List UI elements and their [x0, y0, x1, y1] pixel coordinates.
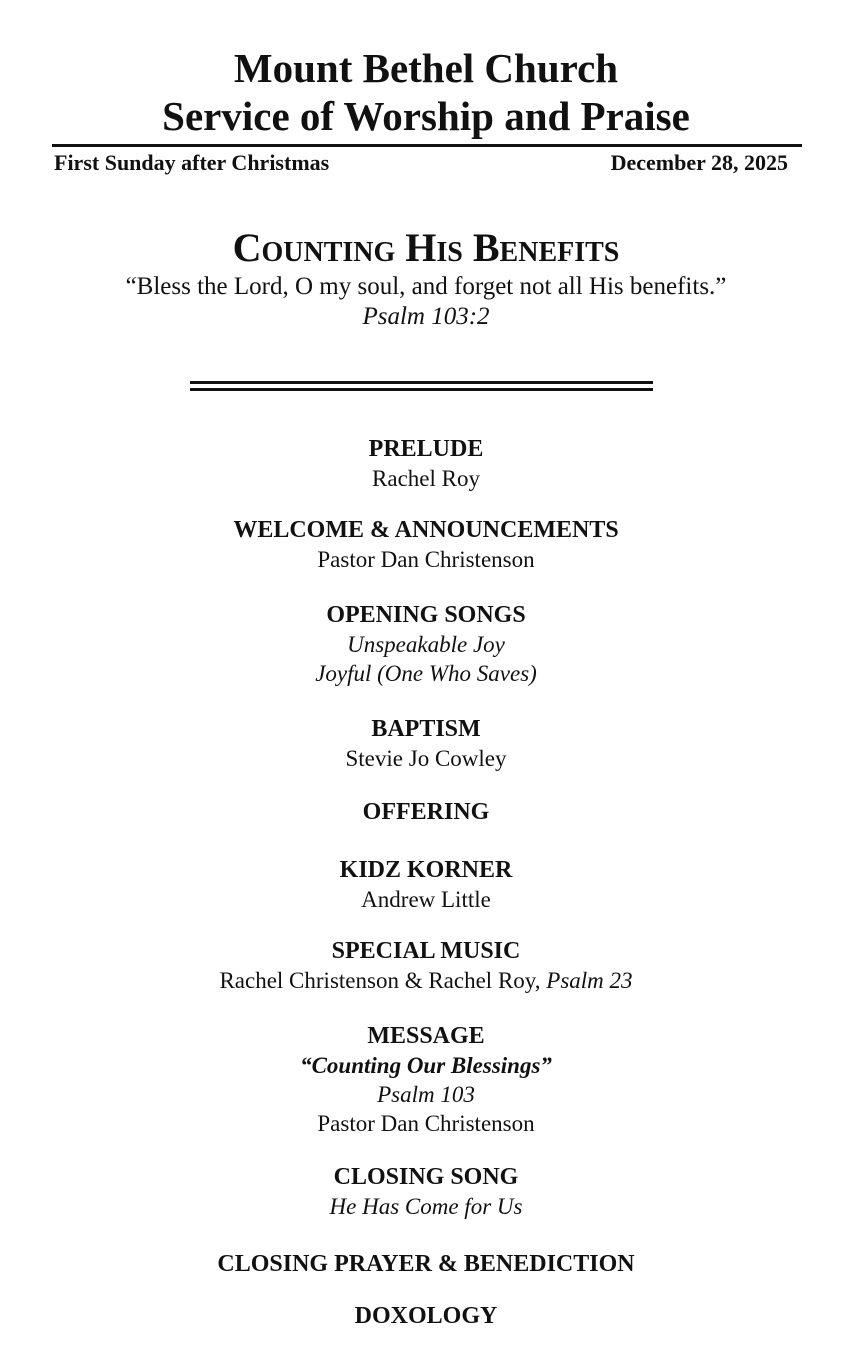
item-title: CLOSING SONG [333, 1164, 519, 1190]
kidz-korner-item [0, 855, 852, 914]
opening-songs-item [0, 600, 852, 688]
item-title: BAPTISM [371, 716, 481, 742]
welcome-item [0, 515, 852, 574]
item-title: DOXOLOGY [354, 1303, 498, 1329]
item-title: OPENING SONGS [326, 602, 526, 628]
item-person: Pastor Dan Christenson [317, 1111, 535, 1136]
music-piece: Psalm 23 [546, 968, 633, 993]
liturgical-day: First Sunday after Christmas [54, 150, 330, 175]
item-title: MESSAGE [367, 1023, 485, 1049]
item-person: Andrew Little [361, 887, 491, 912]
message-item [0, 1021, 852, 1138]
section-divider [190, 381, 653, 391]
order-of-service [0, 434, 852, 1331]
theme-section [0, 226, 852, 332]
song-title: He Has Come for Us [329, 1194, 523, 1219]
baptism-item [0, 714, 852, 773]
theme-title: Counting His Benefits [232, 225, 620, 270]
offering-item [0, 797, 852, 827]
song-title: Joyful (One Who Saves) [315, 661, 537, 686]
item-title: OFFERING [362, 799, 490, 825]
song-title: Unspeakable Joy [347, 632, 505, 657]
item-title: WELCOME & ANNOUNCEMENTS [233, 517, 619, 543]
item-person: Pastor Dan Christenson [317, 547, 535, 572]
service-info-bar [54, 150, 788, 176]
item-title: SPECIAL MUSIC [331, 938, 521, 964]
bulletin-header [0, 44, 852, 140]
sermon-scripture: Psalm 103 [377, 1082, 475, 1107]
prelude-item [0, 434, 852, 493]
sermon-title: “Counting Our Blessings” [300, 1053, 552, 1078]
item-person: Stevie Jo Cowley [345, 746, 507, 771]
service-name: Service of Worship and Praise [162, 93, 690, 139]
item-person: Rachel Roy [372, 466, 480, 491]
special-music-item [0, 936, 852, 995]
doxology-item [0, 1301, 852, 1331]
closing-song-item [0, 1162, 852, 1221]
item-title: PRELUDE [368, 436, 484, 462]
service-date: December 28, 2025 [610, 150, 788, 175]
item-title: CLOSING PRAYER & BENEDICTION [217, 1251, 635, 1277]
performers: Rachel Christenson & Rachel Roy, [219, 968, 547, 993]
special-music-line [0, 966, 852, 995]
theme-verse-reference: Psalm 103:2 [362, 303, 490, 330]
church-name: Mount Bethel Church [233, 45, 619, 91]
item-title: KIDZ KORNER [339, 857, 513, 883]
header-divider [52, 144, 802, 147]
theme-verse: “Bless the Lord, O my soul, and forget not all His benefits.” [125, 273, 727, 300]
closing-prayer-item [0, 1249, 852, 1279]
